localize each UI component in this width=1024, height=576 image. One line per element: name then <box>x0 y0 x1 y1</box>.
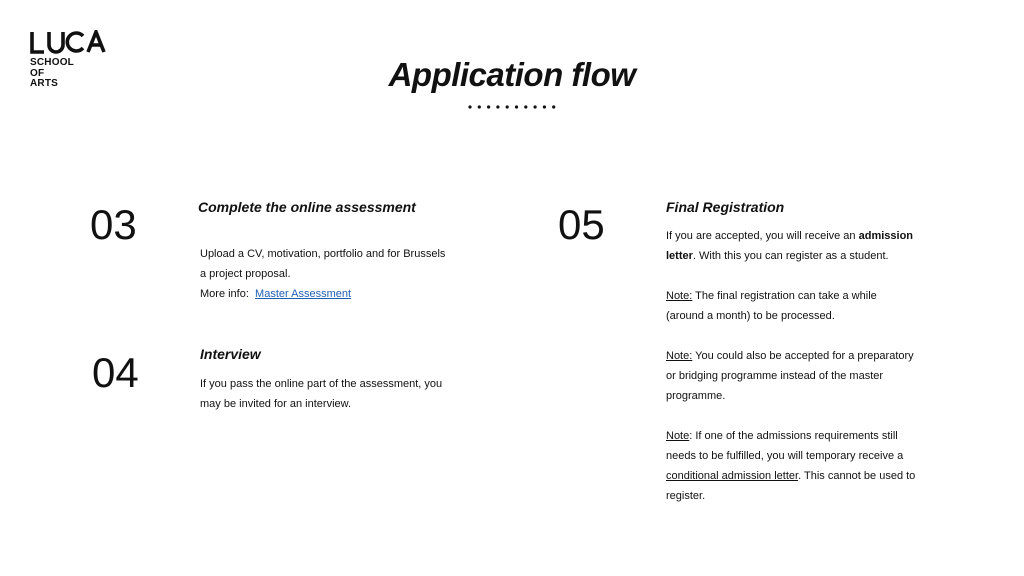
note3-text-a: : If one of the admissions requirements still <box>689 430 898 442</box>
more-info-label: More info: <box>200 288 249 300</box>
note3-line-3 <box>666 466 966 486</box>
step-heading-final-registration: Final Registration <box>666 199 785 215</box>
interview-line-2: may be invited for an interview. <box>200 398 352 410</box>
note2-text-a: You could also be accepted for a preparatory <box>692 350 914 362</box>
note2-label: Note: <box>666 350 693 362</box>
master-assessment-link[interactable]: Master Assessment <box>255 288 352 300</box>
step-number-05: 05 <box>558 201 605 248</box>
letter-bold-text: letter <box>666 250 693 262</box>
note3-label: Note <box>666 430 690 442</box>
interview-line-1: If you pass the online part of the assessment, you <box>200 378 443 390</box>
assessment-line-1: Upload a CV, motivation, portfolio and for Brussels <box>200 248 446 260</box>
logo-line-school: SCHOOL <box>30 57 74 68</box>
step-body-assessment <box>200 244 500 304</box>
note1-line-2: (around a month) to be processed. <box>666 310 835 322</box>
note2-line-2: or bridging programme instead of the master <box>666 370 884 382</box>
registration-text-d: . With this you can register as a student. <box>692 250 889 262</box>
step-heading-assessment: Complete the online assessment <box>198 199 416 215</box>
assessment-more-info <box>200 284 500 304</box>
conditional-admission-letter-text: conditional admission letter <box>666 470 799 482</box>
logo-line-arts: ARTS <box>30 78 59 89</box>
note3-line-2: needs to be fulfilled, you will temporary receive a <box>666 450 904 462</box>
step-heading-interview: Interview <box>200 346 261 362</box>
logo-line-of: OF <box>30 67 45 79</box>
luca-wordmark-logo <box>30 30 106 56</box>
note2-line-3: programme. <box>666 390 726 402</box>
step-body-final-registration <box>666 226 966 506</box>
note1-label: Note: <box>666 290 693 302</box>
registration-text-a: If you are accepted, you will receive an <box>666 230 859 242</box>
note1-line-1 <box>666 286 966 306</box>
title-dotted-divider <box>0 100 1024 118</box>
page-title: Application flow <box>388 56 636 93</box>
note3-text-c: . This cannot be used to <box>798 470 916 482</box>
assessment-line-2: a project proposal. <box>200 268 291 280</box>
admission-bold-text: admission <box>858 230 914 242</box>
note1-text-a: The final registration can take a while <box>692 290 877 302</box>
note3-line-4: register. <box>666 490 706 502</box>
step-number-03: 03 <box>90 201 137 248</box>
note3-line-1 <box>666 426 966 446</box>
step-number-04: 04 <box>92 349 139 396</box>
step-body-interview <box>200 374 500 414</box>
note2-line-1 <box>666 346 966 366</box>
registration-para-line-2 <box>666 246 966 266</box>
registration-para-line-1 <box>666 226 966 246</box>
